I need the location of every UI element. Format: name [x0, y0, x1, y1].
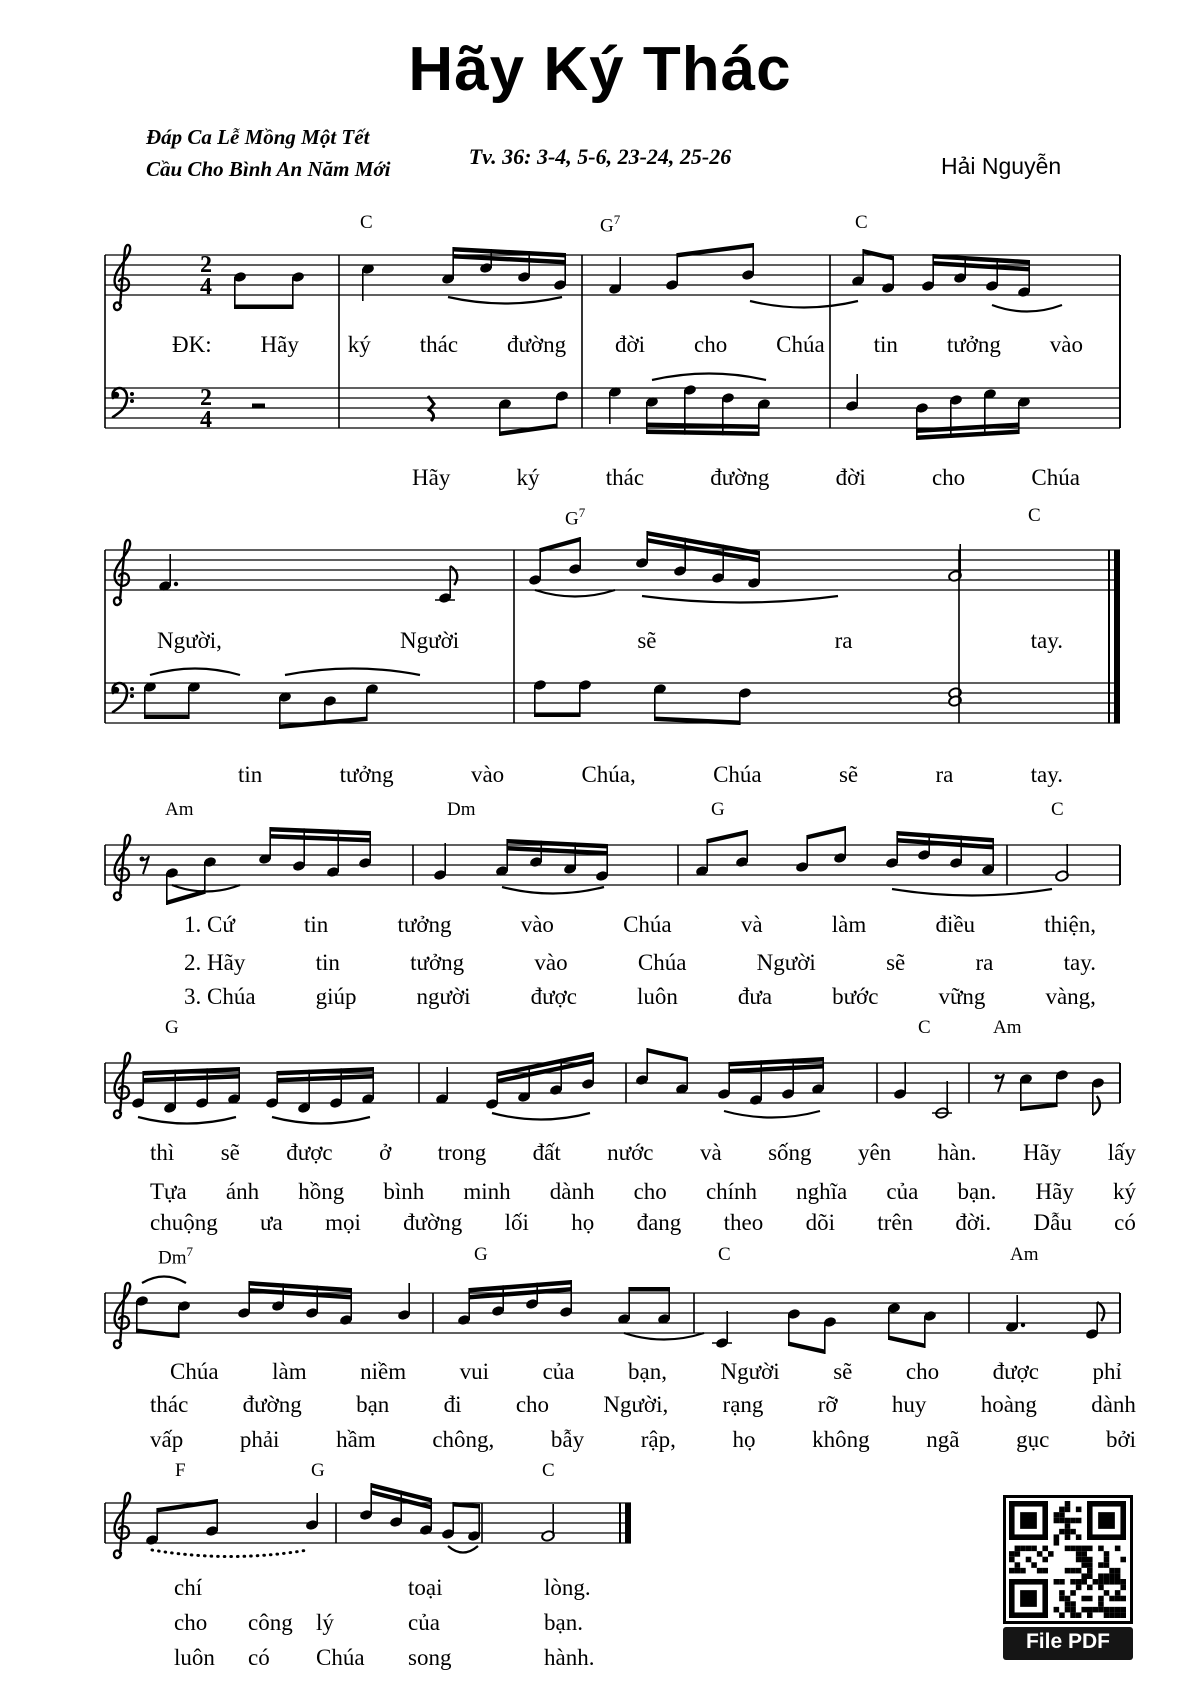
chord-label: Dm$^7$: [158, 1244, 193, 1269]
chord-label: Dm: [447, 799, 476, 820]
lyric-word: luôn: [174, 1645, 215, 1670]
lyric-word: niềm: [360, 1359, 407, 1384]
lyric-word: rỡ: [817, 1392, 838, 1417]
lyric-word: trên: [877, 1210, 914, 1235]
lyric-word: đất: [532, 1140, 561, 1165]
lyric-word: thác: [150, 1392, 189, 1417]
qr-code: [1003, 1495, 1133, 1624]
lyric-word: lý: [316, 1610, 334, 1635]
chord-label: G: [311, 1460, 325, 1481]
lyric-word: chông,: [432, 1427, 495, 1452]
lyric-word: 1. Cứ: [184, 912, 235, 937]
subtitle-line-2: Cầu Cho Bình An Năm Mới: [146, 157, 391, 181]
lyric-word: Hãy: [1022, 1140, 1062, 1165]
chord-label: C: [718, 1244, 731, 1265]
chord-label: $G^7$: [600, 212, 621, 237]
lyric-word: sống: [768, 1140, 812, 1165]
lyric-word: Người,: [157, 628, 222, 653]
chord-label: G: [474, 1244, 488, 1265]
lyric-word: cho: [174, 1610, 208, 1635]
subtitle-line-1: Đáp Ca Lễ Mồng Một Tết: [146, 125, 370, 149]
lyric-word: Dẫu: [1033, 1210, 1072, 1235]
lyric-word: Chúa: [170, 1359, 219, 1384]
chord-label: C: [1028, 505, 1041, 526]
lyric-line: [182, 984, 1098, 1010]
chord-extension: 7: [613, 212, 621, 227]
lyric-word: có: [1114, 1210, 1136, 1235]
lyric-line: [155, 628, 1065, 654]
time-signature: [200, 252, 212, 300]
file-pdf-label: File PDF: [1003, 1627, 1133, 1660]
qr-link[interactable]: [1003, 1495, 1133, 1660]
chord-label: C: [918, 1017, 931, 1038]
chord-label: Am: [165, 799, 194, 820]
lyric-word: lối: [504, 1210, 529, 1235]
svg-text:2: 2: [200, 252, 212, 278]
lyric-word: minh: [463, 1179, 511, 1204]
lyric-word: cho: [633, 1179, 667, 1204]
lyric-word: bước: [832, 984, 879, 1009]
lyric-word: vàng,: [1045, 984, 1096, 1009]
lyric-word: tưởng: [339, 762, 394, 787]
lyric-word: lòng.: [544, 1575, 591, 1600]
lyric-word: đời: [615, 332, 646, 357]
chord-label: G: [711, 799, 725, 820]
lyric-word: thác: [605, 465, 645, 490]
lyric-word: mọi: [325, 1210, 361, 1235]
lyric-word: bạn.: [544, 1610, 583, 1635]
lyric-word: của: [542, 1359, 575, 1384]
lyric-word: sẽ: [886, 950, 906, 975]
lyric-word: Chúa: [637, 950, 687, 975]
lyric-word: đường: [710, 465, 770, 490]
lyric-word: bẫy: [550, 1427, 585, 1452]
lyric-word: được: [530, 984, 577, 1009]
lyric-word: tay.: [1063, 950, 1096, 975]
lyric-line: [148, 1427, 1138, 1453]
lyric-word: ký: [516, 465, 540, 490]
lyric-word: hành.: [544, 1645, 595, 1670]
lyric-word: sẽ: [838, 762, 859, 787]
lyric-word: sẽ: [220, 1140, 240, 1165]
lyric-word: chuộng: [150, 1210, 218, 1235]
lyric-word: ra: [935, 762, 954, 787]
lyric-word: bạn: [356, 1392, 390, 1417]
chord-label: F: [175, 1460, 186, 1481]
lyric-word: đường: [242, 1392, 302, 1417]
lyric-word: đi: [443, 1392, 462, 1417]
lyric-word: Người: [720, 1359, 780, 1384]
lyric-word: luôn: [636, 984, 678, 1009]
lyric-word: Hãy: [412, 465, 451, 490]
lyric-word: không: [812, 1427, 870, 1452]
lyric-word: bạn.: [957, 1179, 997, 1204]
lyric-line: [170, 332, 1085, 358]
lyric-word: tưởng: [410, 950, 465, 975]
lyric-word: họ: [571, 1210, 595, 1235]
lyric-word: trong: [437, 1140, 487, 1165]
lyric-word: hoàng: [980, 1392, 1037, 1417]
lyric-word: đời.: [955, 1210, 992, 1235]
lyric-word: tin: [238, 762, 263, 787]
lyric-word: công: [248, 1610, 293, 1635]
lyric-word: yên: [857, 1140, 892, 1165]
lyric-word: ra: [975, 950, 994, 975]
svg-text:4: 4: [200, 407, 212, 433]
lyric-word: dành: [1091, 1392, 1136, 1417]
lyric-word: hầm: [336, 1427, 376, 1452]
lyric-word: dõi: [805, 1210, 835, 1235]
lyric-word: có: [248, 1645, 270, 1670]
chord-label: $G^7$: [565, 505, 586, 530]
lyric-word: và: [740, 912, 763, 937]
lyric-word: của: [886, 1179, 919, 1204]
lyric-word: ưa: [260, 1210, 283, 1235]
lyric-word: tưởng: [946, 332, 1001, 357]
lyric-word: 3. Chúa: [184, 984, 256, 1009]
lyric-word: đường: [506, 332, 567, 357]
lyric-word: vào: [1049, 332, 1083, 357]
svg-text:2: 2: [200, 385, 212, 411]
lyric-word: cho: [515, 1392, 550, 1417]
psalm-reference: Tv. 36: 3-4, 5-6, 23-24, 25-26: [468, 144, 732, 169]
chord-label: C: [542, 1460, 555, 1481]
lyric-word: ngã: [926, 1427, 960, 1452]
chord-extension: 7: [578, 505, 586, 520]
lyric-word: giúp: [315, 984, 357, 1009]
lyric-word: ký: [1113, 1179, 1136, 1204]
lyric-word: điều: [935, 912, 976, 937]
lyric-word: vui: [459, 1359, 490, 1384]
lyric-word: rập,: [640, 1427, 676, 1452]
lyric-word: gục: [1016, 1427, 1050, 1452]
lyric-word: Tựa: [150, 1179, 187, 1204]
bass-clef-icon: [113, 388, 134, 417]
lyric-line: [236, 762, 1065, 788]
lyric-word: ra: [834, 628, 853, 653]
lyric-word: vào: [520, 912, 554, 937]
chord-extension: 7: [186, 1244, 193, 1259]
lyric-word: hàn.: [937, 1140, 977, 1165]
lyric-word: được: [992, 1359, 1039, 1384]
lyric-word: Hãy: [260, 332, 299, 357]
lyric-word: sẽ: [833, 1359, 853, 1384]
lyric-word: được: [286, 1140, 333, 1165]
lyric-word: Người: [756, 950, 816, 975]
lyric-word: bạn,: [628, 1359, 667, 1384]
lyric-word: vào: [534, 950, 568, 975]
lyric-word: hồng: [298, 1179, 345, 1204]
lyric-word: tin: [873, 332, 898, 357]
lyric-word: Chúa: [713, 762, 762, 787]
lyric-word: tin: [304, 912, 329, 937]
lyric-word: Người: [400, 628, 460, 653]
time-signature: [200, 385, 212, 433]
lyric-line: [410, 465, 1082, 491]
lyric-word: Chúa: [316, 1645, 365, 1670]
lyric-word: tay.: [1030, 628, 1063, 653]
lyric-word: thì: [150, 1140, 175, 1165]
bass-clef-icon: [113, 683, 134, 712]
lyric-word: bình: [383, 1179, 425, 1204]
lyric-word: vấp: [150, 1427, 184, 1452]
lyric-word: lấy: [1107, 1140, 1136, 1165]
lyric-word: song: [408, 1645, 452, 1670]
lyric-line: [182, 950, 1098, 976]
lyric-word: 2. Hãy: [184, 950, 246, 975]
chord-label: Am: [1010, 1244, 1039, 1265]
lyric-word: ánh: [225, 1179, 260, 1204]
lyric-word: Hãy: [1035, 1179, 1074, 1204]
lyric-line: [148, 1179, 1138, 1205]
lyric-word: phải: [239, 1427, 280, 1452]
lyric-word: nước: [607, 1140, 654, 1165]
chord-label: Am: [993, 1017, 1022, 1038]
lyric-word: Người,: [603, 1392, 669, 1417]
lyric-word: tin: [315, 950, 340, 975]
lyric-word: rạng: [722, 1392, 764, 1417]
lyric-word: đang: [636, 1210, 682, 1235]
lyric-word: bởi: [1105, 1427, 1136, 1452]
lyric-word: thiện,: [1044, 912, 1096, 937]
lyric-word: vào: [470, 762, 505, 787]
lyric-word: đường: [403, 1210, 463, 1235]
lyric-line: [148, 1392, 1138, 1418]
lyric-word: Chúa: [1031, 465, 1080, 490]
chord-label: G: [165, 1017, 179, 1038]
lyric-word: tay.: [1030, 762, 1063, 787]
lyric-word: dành: [549, 1179, 595, 1204]
music-system-6: [105, 1483, 631, 1558]
lyric-word: theo: [723, 1210, 764, 1235]
page-title: Hãy Ký Thác: [408, 35, 792, 104]
lyric-word: đời: [835, 465, 866, 490]
lyric-word: Chúa: [776, 332, 825, 357]
music-system-4: [105, 1048, 1120, 1124]
svg-text:4: 4: [200, 274, 212, 300]
lyric-word: làm: [272, 1359, 307, 1384]
lyric-line: [148, 1140, 1138, 1166]
lyric-word: huy: [891, 1392, 927, 1417]
lyric-word: và: [699, 1140, 722, 1165]
lyric-line: [148, 1210, 1138, 1236]
lyric-word: tưởng: [397, 912, 452, 937]
lyric-word: chính: [705, 1179, 758, 1204]
music-system-3: [105, 826, 1120, 905]
lyric-word: cho: [905, 1359, 940, 1384]
lyric-word: thác: [419, 332, 459, 357]
chord-label: C: [1051, 799, 1064, 820]
lyric-word: ở: [379, 1140, 392, 1165]
lyric-word: ĐK:: [172, 332, 212, 357]
lyric-word: đưa: [737, 984, 773, 1009]
chord-label: C: [855, 212, 868, 233]
lyric-line: [168, 1359, 1124, 1385]
lyric-word: nghĩa: [796, 1179, 848, 1204]
chord-label: C: [360, 212, 373, 233]
lyric-word: vững: [938, 984, 986, 1009]
lyric-word: Chúa,: [581, 762, 636, 787]
lyric-word: của: [408, 1610, 440, 1635]
lyric-word: phỉ: [1092, 1359, 1122, 1384]
music-system-5: [105, 1277, 1120, 1355]
lyric-word: người: [416, 984, 471, 1009]
lyric-word: toại: [408, 1575, 443, 1600]
lyric-word: sẽ: [637, 628, 657, 653]
lyric-word: cho: [931, 465, 966, 490]
lyric-word: họ: [732, 1427, 756, 1452]
lyric-word: cho: [694, 332, 728, 357]
author-name: Hải Nguyễn: [941, 153, 1062, 179]
lyric-line: [182, 912, 1098, 938]
lyric-word: Chúa: [623, 912, 672, 937]
lyric-word: chí: [174, 1575, 203, 1600]
lyric-word: làm: [831, 912, 867, 937]
lyric-word: ký: [347, 332, 371, 357]
